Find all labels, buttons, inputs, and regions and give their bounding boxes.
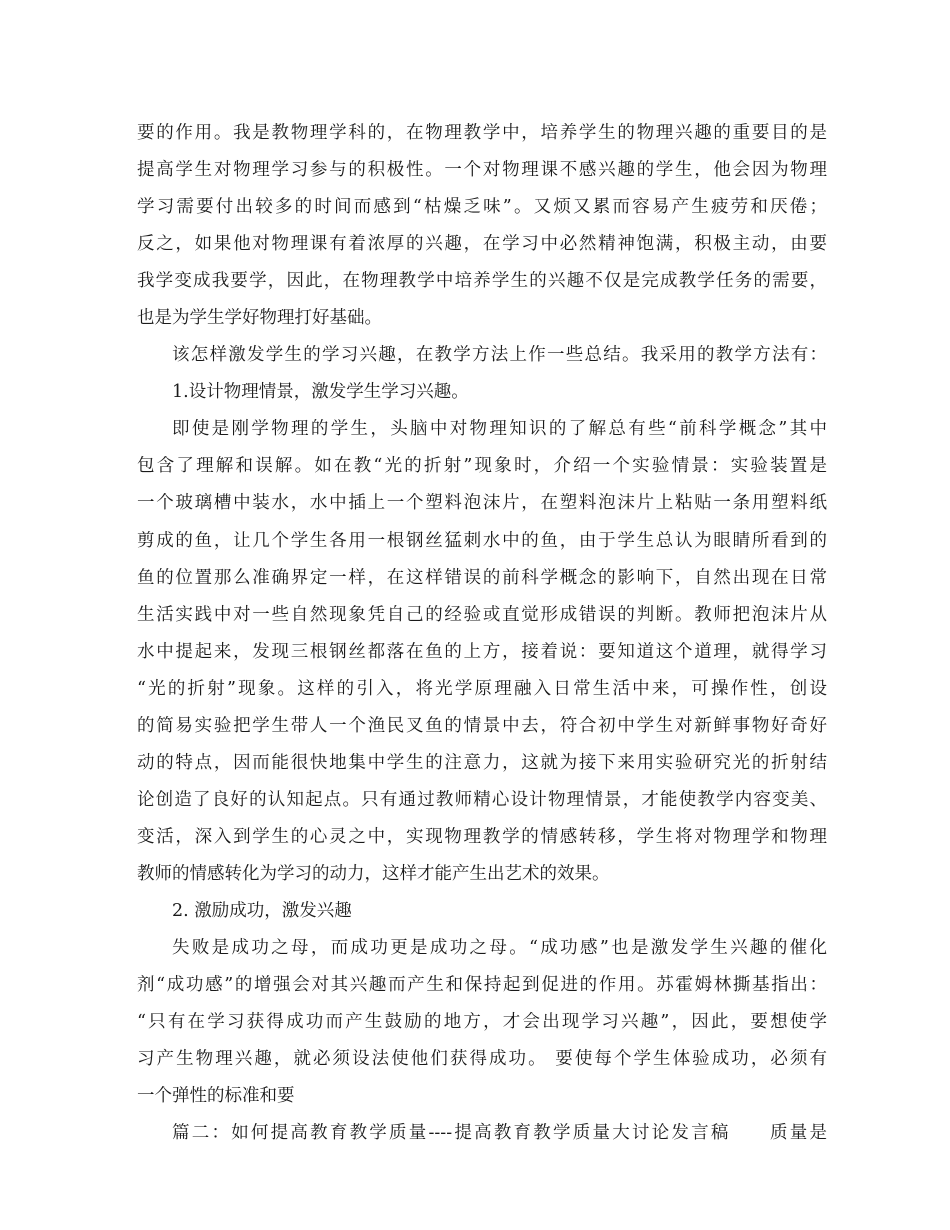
text-line: 生活实践中对一些自然现象凭自己的经验或直觉形成错误的判断。教师把泡沫片从: [137, 604, 827, 625]
text-line: 要的作用。我是教物理学科的，在物理教学中，培养学生的物理兴趣的重要目的是: [137, 123, 827, 143]
text-line: 一个弹性的标准和要: [137, 1086, 295, 1107]
text-line: 一个玻璃槽中装水，水中插上一个塑料泡沫片，在塑料泡沫片上粘贴一条用塑料纸: [137, 493, 827, 514]
text-line: 剂“成功感”的增强会对其兴趣而产生和保持起到促进的作用。苏霍姆林撕基指出：: [137, 975, 827, 996]
text-line: “只有在学习获得成功而产生鼓励的地方，才会出现学习兴趣”，因此，要想使学: [137, 1012, 827, 1033]
text-line: 论创造了良好的认知起点。只有通过教师精心设计物理情景，才能使教学内容变美、: [137, 789, 827, 810]
text-line: 习产生物理兴趣，就必须设法使他们获得成功。 要使每个学生体验成功，必须有: [137, 1049, 827, 1070]
text-line: 该怎样激发学生的学习兴趣，在教学方法上作一些总结。我采用的教学方法有：: [172, 345, 827, 366]
text-line: 提高学生对物理学习参与的积极性。一个对物理课不感兴趣的学生，他会因为物理: [137, 160, 827, 181]
text-line: 学习需要付出较多的时间而感到“枯燥乏味”。又烦又累而容易产生疲劳和厌倦；: [137, 197, 827, 218]
body-text: [137, 115, 827, 1152]
text-line: 失败是成功之母，而成功更是成功之母。“成功感”也是激发学生兴趣的催化: [172, 938, 827, 959]
text-line: 反之，如果他对物理课有着浓厚的兴趣，在学习中必然精神饱满，积极主动，由要: [137, 234, 827, 255]
text-line: 我学变成我要学，因此，在物理教学中培养学生的兴趣不仅是完成教学任务的需要，: [137, 271, 827, 292]
text-line: 包含了理解和误解。如在教“光的折射”现象时，介绍一个实验情景：实验装置是: [137, 456, 827, 477]
text-line: 动的特点，因而能很快地集中学生的注意力，这就为接下来用实验研究光的折射结: [137, 752, 827, 773]
text-line: 也是为学生学好物理打好基础。: [137, 308, 382, 329]
text-line: 水中提起来，发现三根钢丝都落在鱼的上方，接着说：要知道这个道理，就得学习: [137, 641, 827, 662]
text-line: 鱼的位置那么准确界定一样，在这样错误的前科学概念的影响下，自然出现在日常: [137, 567, 827, 588]
text-line: 2. 激励成功，激发兴趣: [172, 900, 352, 921]
text-line: 篇二：如何提高教育教学质量----提高教育教学质量大讨论发言稿 质量是: [172, 1123, 827, 1144]
text-line: 剪成的鱼，让几个学生各用一根钢丝猛刺水中的鱼，由于学生总认为眼睛所看到的: [137, 530, 827, 551]
text-line: 的简易实验把学生带人一个渔民叉鱼的情景中去，符合初中学生对新鲜事物好奇好: [137, 715, 827, 736]
text-line: 1.设计物理情景，激发学生学习兴趣。: [172, 382, 469, 403]
text-line: “光的折射”现象。这样的引入，将光学原理融入日常生活中来，可操作性，创设: [137, 678, 827, 699]
text-line: 教师的情感转化为学习的动力，这样才能产生出艺术的效果。: [137, 863, 610, 884]
text-line: 变活，深入到学生的心灵之中，实现物理教学的情感转移，学生将对物理学和物理: [137, 826, 827, 847]
text-line: 即使是刚学物理的学生，头脑中对物理知识的了解总有些“前科学概念”其中: [172, 419, 827, 440]
